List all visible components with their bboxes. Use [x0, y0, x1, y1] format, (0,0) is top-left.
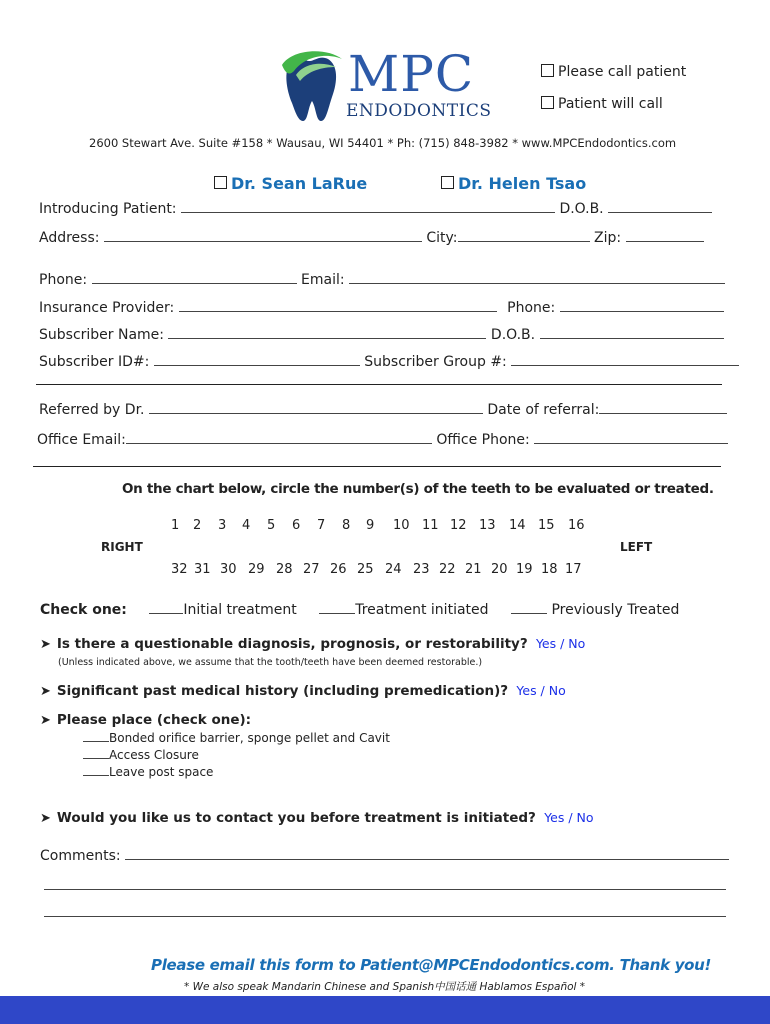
tooth-16[interactable]: 16	[568, 518, 585, 533]
tooth-3[interactable]: 3	[218, 518, 227, 533]
tooth-6[interactable]: 6	[292, 518, 301, 533]
right-label: RIGHT	[101, 540, 143, 554]
introducing-patient-row: Introducing Patient: D.O.B.	[39, 201, 712, 217]
question-medical-history: ➤ Significant past medical history (including premedication)? Yes / No	[40, 683, 566, 699]
subscriber-dob-field[interactable]	[540, 337, 724, 339]
tooth-24[interactable]: 24	[385, 562, 402, 577]
email-field[interactable]	[349, 282, 725, 284]
tooth-12[interactable]: 12	[450, 518, 467, 533]
subscriber-id-row: Subscriber ID#: Subscriber Group #:	[39, 354, 739, 370]
zip-field[interactable]	[626, 240, 704, 242]
yes-no-choice[interactable]: Yes / No	[516, 683, 566, 698]
patient-will-call-checkbox[interactable]	[541, 96, 554, 109]
languages-note: * We also speak Mandarin Chinese and Spanish中国话通 Hablamos Español *	[184, 981, 586, 993]
treatment-initiated-blank[interactable]	[319, 612, 355, 614]
section-divider	[33, 466, 721, 467]
doctor-tsao-checkbox[interactable]	[441, 176, 454, 189]
office-phone-field[interactable]	[534, 442, 728, 444]
introducing-patient-field[interactable]	[181, 211, 555, 213]
subscriber-group-field[interactable]	[511, 364, 739, 366]
tooth-23[interactable]: 23	[413, 562, 430, 577]
insurance-phone-field[interactable]	[560, 310, 724, 312]
logo	[276, 45, 496, 125]
tooth-10[interactable]: 10	[393, 518, 410, 533]
question-diagnosis-note: (Unless indicated above, we assume that the tooth/teeth have been deemed restorable.)	[58, 657, 483, 668]
subscriber-name-field[interactable]	[168, 337, 486, 339]
tooth-7[interactable]: 7	[317, 518, 326, 533]
comments-line[interactable]	[44, 916, 726, 917]
tooth-26[interactable]: 26	[330, 562, 347, 577]
tooth-13[interactable]: 13	[479, 518, 496, 533]
subscriber-id-field[interactable]	[154, 364, 360, 366]
city-field[interactable]	[458, 240, 590, 242]
tooth-18[interactable]: 18	[541, 562, 558, 577]
section-divider	[36, 384, 722, 385]
email-instruction: Please email this form to Patient@MPCEndodontics.com. Thank you!	[151, 956, 712, 974]
tooth-4[interactable]: 4	[242, 518, 251, 533]
arrow-bullet-icon: ➤	[40, 713, 51, 728]
placement-blank[interactable]	[83, 774, 109, 776]
placement-option-3[interactable]: Leave post space	[83, 765, 213, 779]
previously-treated-blank[interactable]	[511, 612, 547, 614]
address-line: 2600 Stewart Ave. Suite #158 * Wausau, WI 54401 * Ph: (715) 848-3982 * www.MPCEndodontics.com	[89, 136, 677, 150]
tooth-20[interactable]: 20	[491, 562, 508, 577]
teeth-upper-row	[171, 518, 588, 533]
teeth-lower-row	[171, 562, 585, 577]
placement-blank[interactable]	[83, 757, 109, 759]
question-placement: ➤ Please place (check one):	[40, 712, 252, 728]
doctor-option-tsao[interactable]: Dr. Helen Tsao	[441, 174, 586, 193]
doctor-larue-checkbox[interactable]	[214, 176, 227, 189]
subscriber-name-row: Subscriber Name: D.O.B.	[39, 327, 724, 343]
doctor-option-larue[interactable]: Dr. Sean LaRue	[214, 174, 367, 193]
yes-no-choice[interactable]: Yes / No	[544, 810, 594, 825]
comments-field[interactable]	[125, 858, 729, 860]
tooth-14[interactable]: 14	[509, 518, 526, 533]
tooth-1[interactable]: 1	[171, 518, 180, 533]
tooth-15[interactable]: 15	[538, 518, 555, 533]
check-one-row: Check one: Initial treatment Treatment initiated Previously Treated	[40, 602, 680, 618]
referred-row: Referred by Dr. Date of referral:	[39, 402, 727, 418]
tooth-8[interactable]: 8	[342, 518, 351, 533]
tooth-21[interactable]: 21	[465, 562, 482, 577]
tooth-9[interactable]: 9	[366, 518, 375, 533]
tooth-29[interactable]: 29	[248, 562, 265, 577]
address-field[interactable]	[104, 240, 422, 242]
tooth-27[interactable]: 27	[303, 562, 320, 577]
patient-will-call-option[interactable]: Patient will call	[541, 96, 663, 112]
call-patient-option[interactable]: Please call patient	[541, 64, 686, 80]
left-label: LEFT	[620, 540, 653, 554]
insurance-provider-field[interactable]	[179, 310, 497, 312]
referred-by-field[interactable]	[149, 412, 483, 414]
tooth-32[interactable]: 32	[171, 562, 188, 577]
phone-row: Phone: Email:	[39, 272, 725, 288]
brand-name: MPC	[348, 45, 475, 103]
placement-option-1[interactable]: Bonded orifice barrier, sponge pellet and Cavit	[83, 731, 390, 745]
date-of-referral-field[interactable]	[599, 412, 727, 414]
footer-bar	[0, 996, 770, 1024]
question-contact: ➤ Would you like us to contact you before treatment is initiated? Yes / No	[40, 810, 594, 826]
brand-subtitle: ENDODONTICS	[346, 101, 492, 121]
insurance-row: Insurance Provider: Phone:	[39, 300, 724, 316]
yes-no-choice[interactable]: Yes / No	[535, 636, 586, 651]
tooth-17[interactable]: 17	[565, 562, 582, 577]
placement-blank[interactable]	[83, 740, 109, 742]
placement-option-2[interactable]: Access Closure	[83, 748, 199, 762]
arrow-bullet-icon: ➤	[40, 811, 51, 826]
office-email-field[interactable]	[126, 442, 432, 444]
call-patient-checkbox[interactable]	[541, 64, 554, 77]
arrow-bullet-icon: ➤	[40, 637, 51, 652]
question-diagnosis: ➤ Is there a questionable diagnosis, prognosis, or restorability? Yes / No	[40, 636, 586, 652]
tooth-22[interactable]: 22	[439, 562, 456, 577]
initial-treatment-blank[interactable]	[149, 612, 183, 614]
arrow-bullet-icon: ➤	[40, 684, 51, 699]
tooth-19[interactable]: 19	[516, 562, 533, 577]
comments-row: Comments:	[40, 848, 729, 864]
chart-instruction: On the chart below, circle the number(s) of the teeth to be evaluated or treated.	[122, 481, 714, 497]
patient-dob-field[interactable]	[608, 211, 712, 213]
tooth-2[interactable]: 2	[193, 518, 202, 533]
tooth-31[interactable]: 31	[194, 562, 211, 577]
address-row: Address: City: Zip:	[39, 230, 704, 246]
tooth-30[interactable]: 30	[220, 562, 237, 577]
tooth-5[interactable]: 5	[267, 518, 276, 533]
tooth-25[interactable]: 25	[357, 562, 374, 577]
tooth-11[interactable]: 11	[422, 518, 439, 533]
office-row: Office Email: Office Phone:	[37, 432, 728, 448]
phone-field[interactable]	[92, 282, 297, 284]
tooth-28[interactable]: 28	[276, 562, 293, 577]
comments-line[interactable]	[44, 889, 726, 890]
